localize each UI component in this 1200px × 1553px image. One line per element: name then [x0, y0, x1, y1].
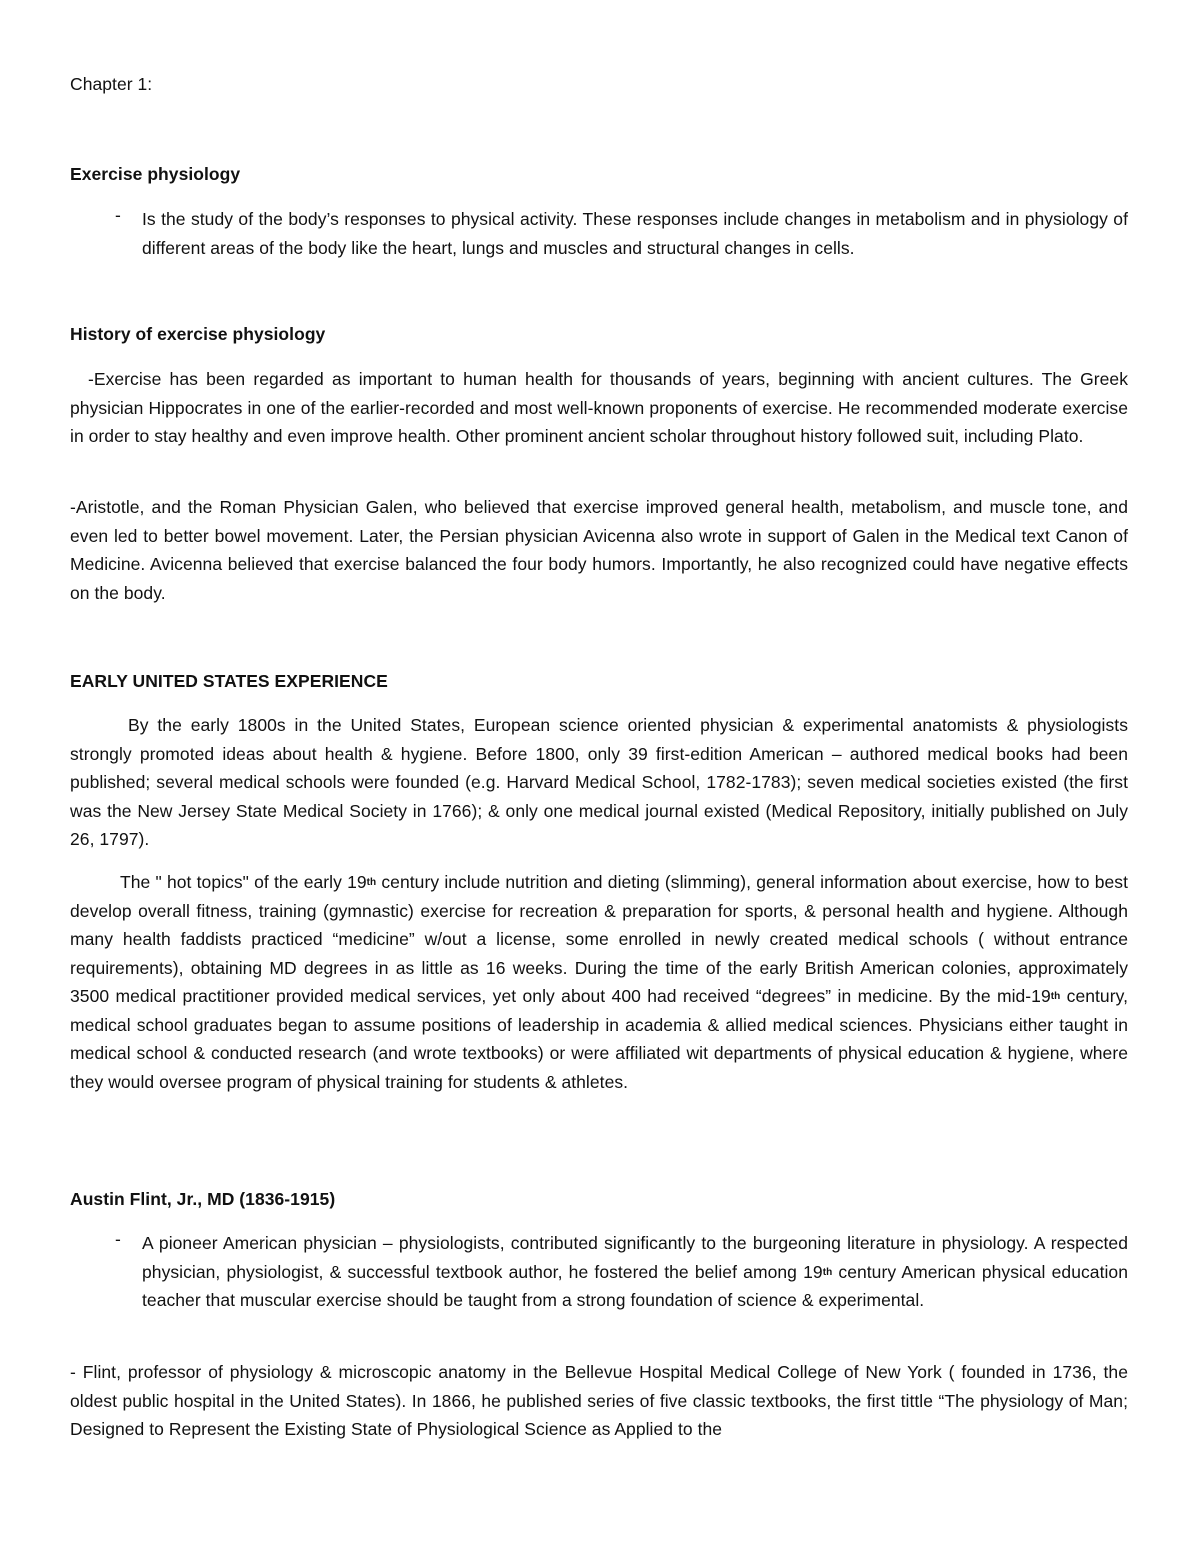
early-us-p2-part-b: century include nutrition and dieting (slimming), general information about exercise, how to best develop overall fitness, training (gymnastic) exercise for recreation & preparation for sports, & personal health and hygiene. Although many health faddists practiced “medicine” w/out a license, some enrolled in newly created medical schools ( without entrance requirements), obtaining MD degrees in as little as 16 weeks. During the time of the early British American colonies, approximately 3500 medical practitioner provided medical services, yet only about 400 had received “degrees” in medicine. By the mid-19 [70, 872, 1128, 1006]
flint-bullet-part-a: A pioneer American physician – physiologists, contributed significantly to the burgeoning literature in physiology. A respected physician, physiologist, & successful textbook author, he fostered the belief among 19 [142, 1233, 1128, 1282]
bullet-text [142, 1229, 1128, 1315]
heading-early-us: EARLY UNITED STATES EXPERIENCE [70, 671, 388, 691]
heading-history: History of exercise physiology [70, 324, 326, 344]
history-paragraph-1: -Exercise has been regarded as important to human health for thousands of years, beginning with ancient cultures. The Greek physician Hippocrates in one of the earlier-recorded and most well-known proponents of exercise. He recommended moderate exercise in order to stay healthy and even improve health. Other prominent ancient scholar throughout history followed suit, including Plato. [70, 369, 1128, 446]
bullet-text: Is the study of the body’s responses to physical activity. These responses include changes in metabolism and in physiology of different areas of the body like the heart, lungs and muscles and structural changes in cells. [142, 209, 1128, 258]
heading-austin-flint: Austin Flint, Jr., MD (1836-1915) [70, 1189, 336, 1209]
early-us-paragraph-2 [70, 868, 1128, 1096]
bullet-marker: - [115, 1229, 121, 1249]
superscript-th: th [1050, 991, 1061, 1002]
flint-paragraph: - Flint, professor of physiology & microscopic anatomy in the Bellevue Hospital Medical College of New York ( founded in 1736, the oldest public hospital in the United States). In 1866, he published series of five classic textbooks, the first tittle “The physiology of Man; Designed to Represent the Existing State of Physiological Science as Applied to the [70, 1362, 1128, 1439]
flint-bullet-part-b: century American physical education teacher that muscular exercise should be taught from a strong foundation of science & experimental. [142, 1261, 1128, 1310]
early-us-paragraph-1: By the early 1800s in the United States, European science oriented physician & experimental anatomists & physiologists strongly promoted ideas about health & hygiene. Before 1800, only 39 first-edition American – authored medical books had been published; several medical schools were founded (e.g. Harvard Medical School, 1782-1783); seven medical societies existed (the first was the New Jersey State Medical Society in 1766); & only one medical journal existed (Medical Repository, initially published on July 26, 1797). [70, 715, 1128, 849]
heading-exercise-physiology: Exercise physiology [70, 164, 241, 184]
early-us-p2-part-a: The " hot topics" of the early 19 [120, 872, 367, 892]
superscript-th: th [366, 877, 377, 888]
bullet-marker: - [115, 205, 121, 225]
superscript-th: th [822, 1266, 833, 1278]
chapter-label: Chapter 1: [70, 74, 153, 94]
history-paragraph-2: -Aristotle, and the Roman Physician Galen, who believed that exercise improved general health, metabolism, and muscle tone, and even led to better bowel movement. Later, the Persian physician Avicenna also wrote in support of Galen in the Medical text Canon of Medicine. Avicenna believed that exercise balanced the four body humors. Importantly, he also recognized could have negative effects on the body. [70, 497, 1128, 603]
early-us-p2-part-c: century, medical school graduates began to assume positions of leadership in academia & allied medical sciences. Physicians either taught in medical school & conducted research (and wrote textbooks) or were affiliated wit departments of physical education & hygiene, where they would oversee program of physical training for students & athletes. [70, 986, 1128, 1092]
